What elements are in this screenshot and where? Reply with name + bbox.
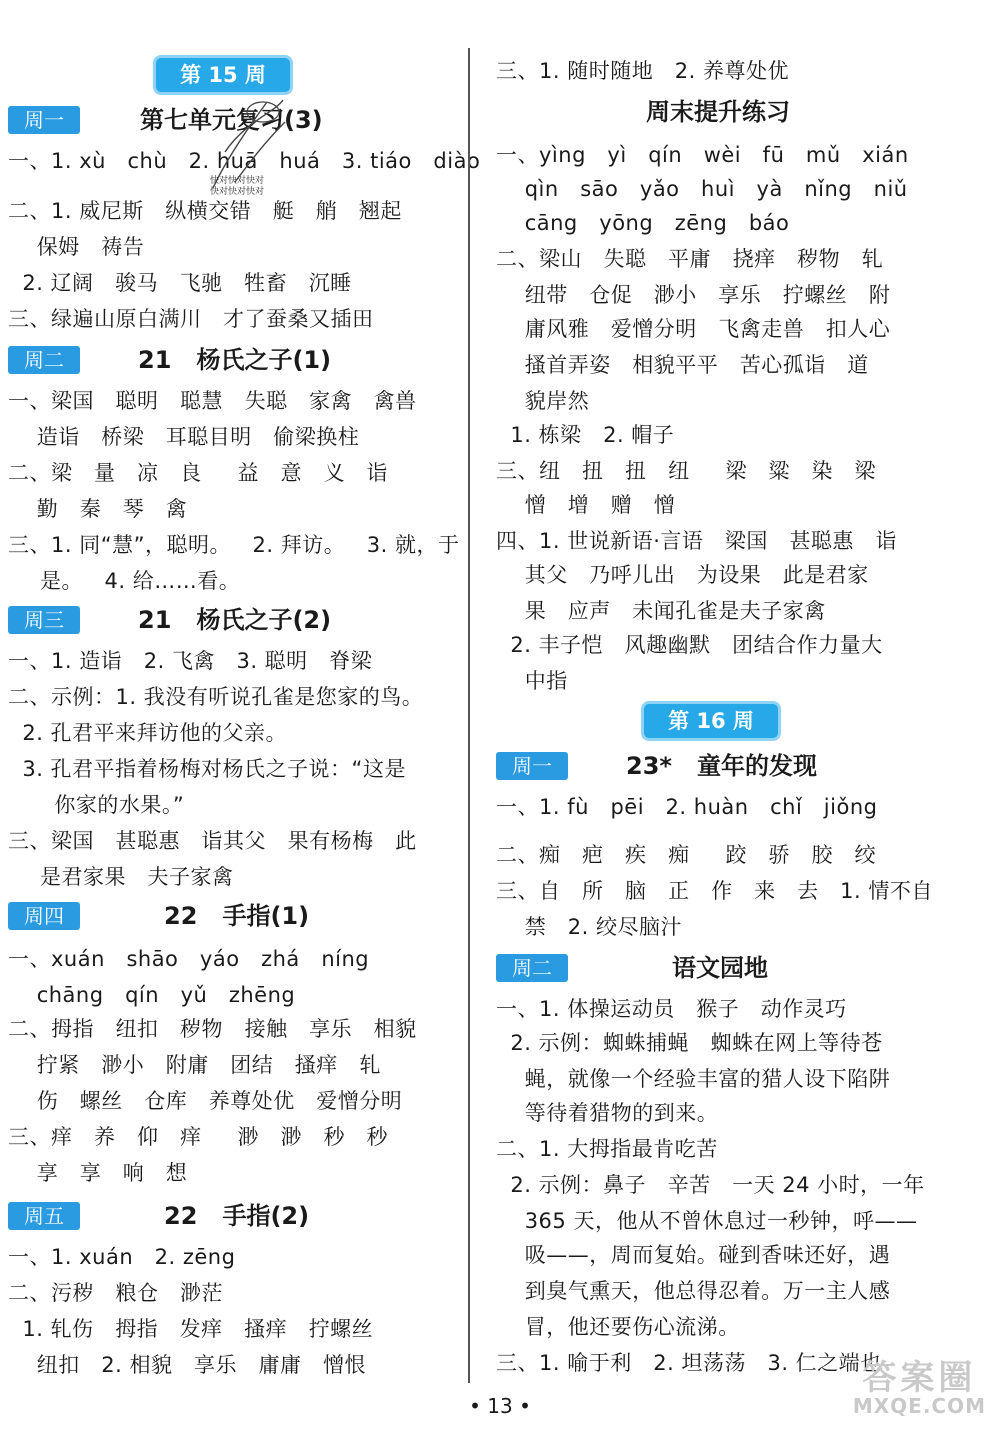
- text-line: 三、1. 喻于利 2. 坦荡荡 3. 仁之端也: [496, 1351, 882, 1375]
- week-16-banner: [644, 704, 778, 738]
- page-number-dot-left: •: [469, 1394, 481, 1418]
- page-number: [0, 1392, 1000, 1420]
- text-line: 貌岸然: [496, 389, 590, 413]
- text-line: 三、自 所 脑 正 作 来 去 1. 情不自: [496, 879, 933, 903]
- tab-monday: [8, 106, 80, 134]
- tab-tuesday: [8, 346, 80, 374]
- section-title-weekend: 周末提升练习: [646, 98, 790, 126]
- text-line: 是。 4. 给……看。: [40, 569, 241, 593]
- section-title-wednesday: 21 杨氏之子(2): [138, 606, 332, 634]
- tab-tuesday-week16: [496, 954, 568, 982]
- text-line: 三、1. 随时随地 2. 养尊处优: [496, 59, 789, 83]
- text-line: 一、1. xuán 2. zēng: [8, 1245, 236, 1269]
- text-line: 三、痒 养 仰 痒 渺 渺 秒 秒: [8, 1125, 389, 1149]
- text-line: 伤 螺丝 仓库 养尊处优 爱憎分明: [8, 1089, 403, 1113]
- text-line: 造诣 桥梁 耳聪目明 偷梁换柱: [8, 425, 360, 449]
- week-16-label: 第 16 周: [668, 709, 754, 733]
- text-line: 2. 辽阔 骏马 飞驰 牲畜 沉睡: [8, 271, 352, 295]
- text-line: 蝇，就像一个经验丰富的猎人设下陷阱: [496, 1067, 891, 1091]
- text-line: 四、1. 世说新语·言语 梁国 甚聪惠 诣: [496, 529, 897, 553]
- text-line: 2. 丰子恺 风趣幽默 团结合作力量大: [496, 633, 883, 657]
- section-title-friday: 22 手指(2): [164, 1202, 310, 1230]
- page-number-dot-right: •: [519, 1394, 531, 1418]
- text-line: 三、纽 扭 扭 纽 梁 粱 染 梁: [496, 459, 877, 483]
- section-title-tuesday-week16: 语文园地: [672, 954, 768, 982]
- week-15-label: 第 15 周: [180, 63, 266, 87]
- tab-monday-week16: [496, 752, 568, 780]
- text-line: 禁 2. 绞尽脑汁: [496, 915, 682, 939]
- text-line: 中指: [496, 669, 568, 693]
- text-line: 3. 孔君平指着杨梅对杨氏之子说：“这是: [8, 757, 406, 781]
- tab-friday: [8, 1202, 80, 1230]
- text-line: 三、绿遍山原白满川 才了蚕桑又插田: [8, 307, 374, 331]
- text-line: 其父 乃呼儿出 为设果 此是君家: [496, 563, 869, 587]
- text-line: 勤 秦 琴 禽: [8, 497, 188, 521]
- text-line: 二、拇指 纽扣 秽物 接触 享乐 相貌: [8, 1017, 417, 1041]
- column-divider: [468, 48, 470, 1383]
- text-line: 二、污秽 粮仓 渺茫: [8, 1281, 224, 1305]
- text-line: 二、痴 疤 疾 痴 跤 骄 胶 绞: [496, 843, 877, 867]
- tab-wednesday: [8, 606, 80, 634]
- text-line: 1. 轧伤 拇指 发痒 搔痒 拧螺丝: [8, 1317, 374, 1341]
- text-line: 一、1. xù chù 2. huā huá 3. tiáo diào: [8, 149, 481, 173]
- text-line: qìn sāo yǎo huì yà nǐng niǔ: [496, 177, 908, 201]
- text-line: 二、示例：1. 我没有听说孔雀是您家的鸟。: [8, 685, 424, 709]
- text-line: 到臭气熏天，他总得忍着。万一主人感: [496, 1279, 891, 1303]
- text-line: 冒，他还要伤心流涕。: [496, 1315, 740, 1339]
- text-line: 三、梁国 甚聪惠 诣其父 果有杨梅 此: [8, 829, 417, 853]
- text-line: 1. 栋梁 2. 帽子: [496, 423, 675, 447]
- tab-tuesday-week16-label: 周二: [512, 956, 552, 980]
- watermark: [852, 1358, 986, 1420]
- text-line: 三、1. 同“慧”，聪明。 2. 拜访。 3. 就，于: [8, 533, 460, 557]
- text-line: 保姆 祷告: [8, 235, 145, 259]
- text-line: 拧紧 渺小 附庸 团结 搔痒 轧: [8, 1053, 381, 1077]
- scribble-text: 快对快对快对 快对快对快对: [210, 176, 265, 197]
- text-line: 憎 增 赠 憎: [496, 493, 676, 517]
- page-number-value: 13: [487, 1394, 513, 1418]
- text-line: cāng yōng zēng báo: [496, 211, 790, 235]
- text-line: 一、yìng yì qín wèi fū mǔ xián: [496, 143, 909, 167]
- text-line: 2. 示例：鼻子 辛苦 一天 24 小时，一年: [496, 1173, 925, 1197]
- tab-wednesday-label: 周三: [24, 608, 64, 632]
- section-title-thursday: 22 手指(1): [164, 902, 310, 930]
- text-line: 纽扣 2. 相貌 享乐 庸庸 憎恨: [8, 1353, 367, 1377]
- section-title-monday: 第七单元复习(3): [140, 106, 323, 134]
- text-line: 吸——，周而复始。碰到香味还好，遇: [496, 1243, 891, 1267]
- text-line: 2. 示例：蜘蛛捕蝇 蜘蛛在网上等待苍: [496, 1031, 883, 1055]
- tab-thursday-label: 周四: [24, 904, 64, 928]
- text-line: 是君家果 夫子家禽: [40, 865, 234, 889]
- tab-thursday: [8, 902, 80, 930]
- tab-monday-week16-label: 周一: [512, 754, 552, 778]
- tab-tuesday-label: 周二: [24, 348, 64, 372]
- text-line: 搔首弄姿 相貌平平 苦心孤诣 道: [496, 353, 869, 377]
- text-line: 享 享 响 想: [8, 1161, 188, 1185]
- week-15-banner: [156, 58, 290, 92]
- text-line: 一、xuán shāo yáo zhá níng: [8, 947, 370, 971]
- text-line: 庸风雅 爱憎分明 飞禽走兽 扣人心: [496, 317, 891, 341]
- text-line: 纽带 仓促 渺小 享乐 拧螺丝 附: [496, 283, 891, 307]
- text-line: 二、1. 威尼斯 纵横交错 艇 艄 翘起: [8, 199, 402, 223]
- text-line: 2. 孔君平来拜访他的父亲。: [8, 721, 288, 745]
- text-line: 一、1. 造诣 2. 飞禽 3. 聪明 脊梁: [8, 649, 373, 673]
- text-line: 365 天，他从不曾休息过一秒钟，呼——: [496, 1209, 918, 1233]
- section-title-tuesday: 21 杨氏之子(1): [138, 346, 332, 374]
- text-line: 二、梁 量 凉 良 益 意 义 诣: [8, 461, 389, 485]
- text-line: 你家的水果。”: [40, 793, 185, 817]
- section-title-monday-week16: 23* 童年的发现: [626, 752, 818, 780]
- text-line: 二、1. 大拇指最肯吃苦: [496, 1137, 718, 1161]
- text-line: 二、梁山 失聪 平庸 挠痒 秽物 轧: [496, 247, 884, 271]
- watermark-sub: MXQE.COM: [852, 1394, 986, 1418]
- tab-monday-label: 周一: [24, 108, 64, 132]
- text-line: 一、梁国 聪明 聪慧 失聪 家禽 禽兽: [8, 389, 417, 413]
- text-line: chāng qín yǔ zhēng: [8, 983, 296, 1007]
- text-line: 果 应声 未闻孔雀是夫子家禽: [496, 599, 826, 623]
- watermark-main: 答案圈: [862, 1358, 977, 1398]
- text-line: 等待着猎物的到来。: [496, 1101, 719, 1125]
- text-line: 一、1. fù pēi 2. huàn chǐ jiǒng: [496, 795, 878, 819]
- tab-friday-label: 周五: [24, 1204, 64, 1228]
- text-line: 一、1. 体操运动员 猴子 动作灵巧: [496, 997, 847, 1021]
